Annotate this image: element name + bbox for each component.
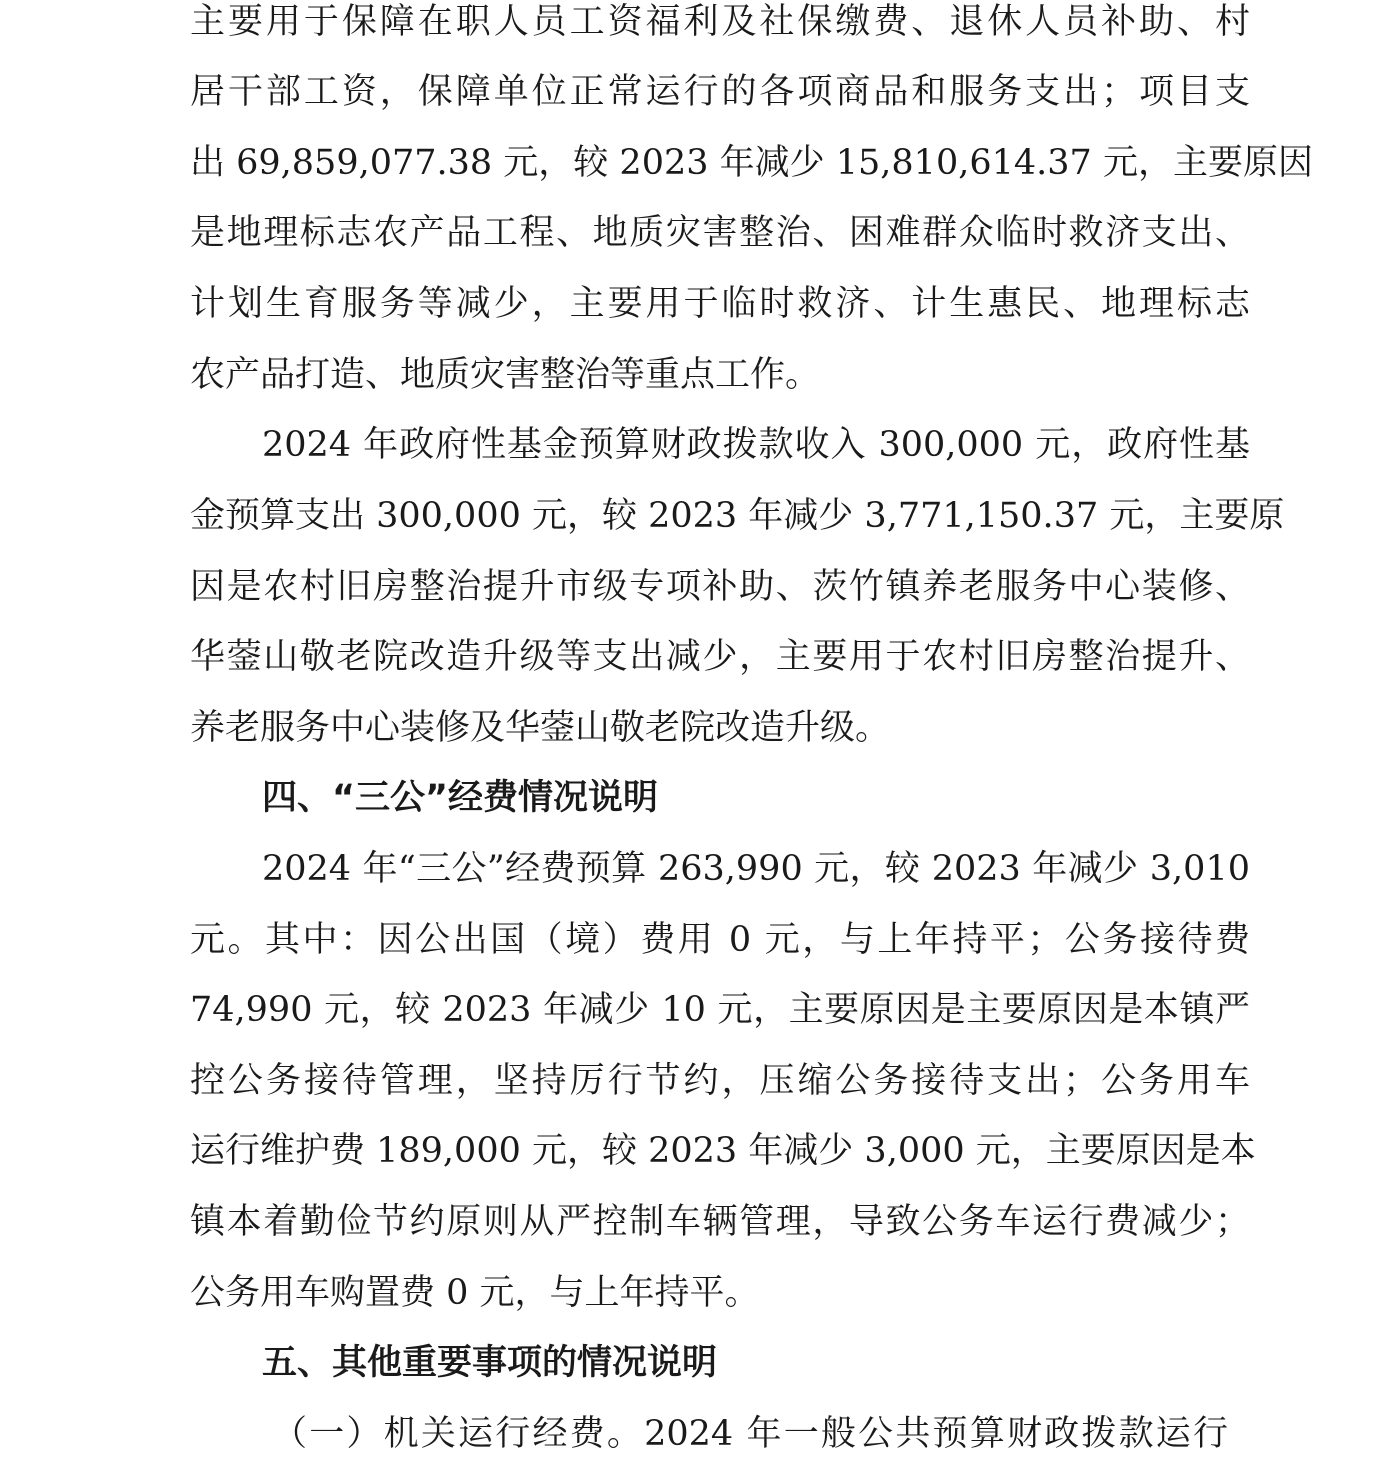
para1-line4: 是地理标志农产品工程、地质灾害整治、困难群众临时救济支出、: [190, 213, 1250, 253]
section-heading-5: 五、其他重要事项的情况说明: [262, 1343, 718, 1383]
para3-line4: 控公务接待管理，坚持厉行节约，压缩公务接待支出；公务用车: [190, 1061, 1250, 1101]
para1-line1: 主要用于保障在职人员工资福利及社保缴费、退休人员补助、村: [190, 2, 1250, 42]
para1-line3: 出 69,859,077.38 元，较 2023 年减少 15,810,614.37 元，主要原因: [190, 143, 1313, 183]
para3-line2: 元。其中：因公出国（境）费用 0 元，与上年持平；公务接待费: [190, 920, 1250, 960]
para3-line1: 2024 年“三公”经费预算 263,990 元，较 2023 年减少 3,010: [262, 849, 1250, 889]
para2-line3: 因是农村旧房整治提升市级专项补助、茨竹镇养老服务中心装修、: [190, 567, 1250, 607]
para2-line5: 养老服务中心装修及华蓥山敬老院改造升级。: [190, 708, 891, 748]
para3-line3: 74,990 元，较 2023 年减少 10 元，主要原因是主要原因是本镇严: [190, 990, 1250, 1030]
para3-line7: 公务用车购置费 0 元，与上年持平。: [190, 1273, 760, 1313]
para1-line5: 计划生育服务等减少，主要用于临时救济、计生惠民、地理标志: [190, 284, 1250, 324]
section-heading-4: 四、“三公”经费情况说明: [262, 778, 659, 818]
para3-line6: 镇本着勤俭节约原则从严控制车辆管理，导致公务车运行费减少；: [190, 1202, 1250, 1242]
para1-line6: 农产品打造、地质灾害整治等重点工作。: [190, 355, 821, 395]
para4-line1: （一）机关运行经费。2024 年一般公共预算财政拨款运行: [272, 1414, 1228, 1454]
para1-line2: 居干部工资，保障单位正常运行的各项商品和服务支出；项目支: [190, 72, 1250, 112]
para3-line5: 运行维护费 189,000 元，较 2023 年减少 3,000 元，主要原因是本: [190, 1131, 1256, 1171]
para2-line2: 金预算支出 300,000 元，较 2023 年减少 3,771,150.37 元，主要原: [190, 496, 1285, 536]
para2-line4: 华蓥山敬老院改造升级等支出减少，主要用于农村旧房整治提升、: [190, 637, 1250, 677]
para2-line1: 2024 年政府性基金预算财政拨款收入 300,000 元，政府性基: [262, 425, 1250, 465]
